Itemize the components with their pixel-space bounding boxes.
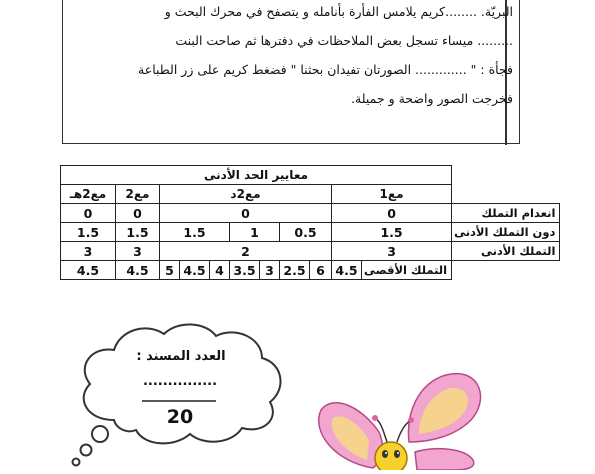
table-cell: 3 xyxy=(260,261,280,280)
table-cell: 0 xyxy=(332,204,452,223)
table-cell: 3 xyxy=(61,242,116,261)
table-cell: 0 xyxy=(160,204,332,223)
criterion-header: مع2 xyxy=(116,185,160,204)
row-label: انعدام التملك xyxy=(452,204,560,223)
table-cell: 1.5 xyxy=(332,223,452,242)
table-cell: 4.5 xyxy=(180,261,210,280)
row-label: التملك الأدنى xyxy=(452,242,560,261)
grade-label: العدد المسند : xyxy=(136,349,226,364)
table-cell: 1.5 xyxy=(160,223,230,242)
table-cell: 2.5 xyxy=(280,261,310,280)
criterion-header: مع2هـ xyxy=(61,185,116,204)
row-label: التملك الأقصى xyxy=(362,261,452,280)
table-cell: 4.5 xyxy=(332,261,362,280)
grading-criteria-table xyxy=(60,165,560,280)
table-cell: 0 xyxy=(116,204,160,223)
table-cell: 4.5 xyxy=(61,261,116,280)
cloud-outline-icon xyxy=(66,316,296,470)
table-cell: 1.5 xyxy=(61,223,116,242)
table-cell: 0.5 xyxy=(280,223,332,242)
row-label: دون التملك الأدنى xyxy=(452,223,560,242)
story-line-2: ......... ميساء تسجل بعض الملاحظات في دفترها ثم صاحت البنت xyxy=(175,33,513,48)
table-title: معايير الحد الأدنى xyxy=(61,166,452,185)
story-line-3: فجأة : " ............. الصورتان تفيدان بحثنا " فضغط كريم على زر الطباعة xyxy=(138,62,513,77)
table-cell: 6 xyxy=(310,261,332,280)
table-cell: 4 xyxy=(210,261,230,280)
butterfly-illustration xyxy=(305,372,495,470)
criterion-header: مع1 xyxy=(332,185,452,204)
story-line-1: البريّة. ........كريم يلامس الفأرة بأنامله و يتصفح في محرك البحث و xyxy=(164,4,513,19)
table-cell: 0 xyxy=(61,204,116,223)
table-cell: 5 xyxy=(160,261,180,280)
grade-blank: ............... xyxy=(142,374,218,389)
table-cell: 1.5 xyxy=(116,223,160,242)
criterion-header: مع2د xyxy=(160,185,332,204)
table-cell: 3 xyxy=(116,242,160,261)
table-cell: 4.5 xyxy=(116,261,160,280)
thought-cloud xyxy=(66,316,296,470)
table-cell: 1 xyxy=(230,223,280,242)
table-cell: 3 xyxy=(332,242,452,261)
story-line-4: فخرجت الصور واضحة و جميلة. xyxy=(351,91,513,106)
table-cell: 2 xyxy=(160,242,332,261)
table-cell: 3.5 xyxy=(230,261,260,280)
butterfly-icon xyxy=(305,372,495,470)
grade-denominator: 20 xyxy=(166,406,194,428)
